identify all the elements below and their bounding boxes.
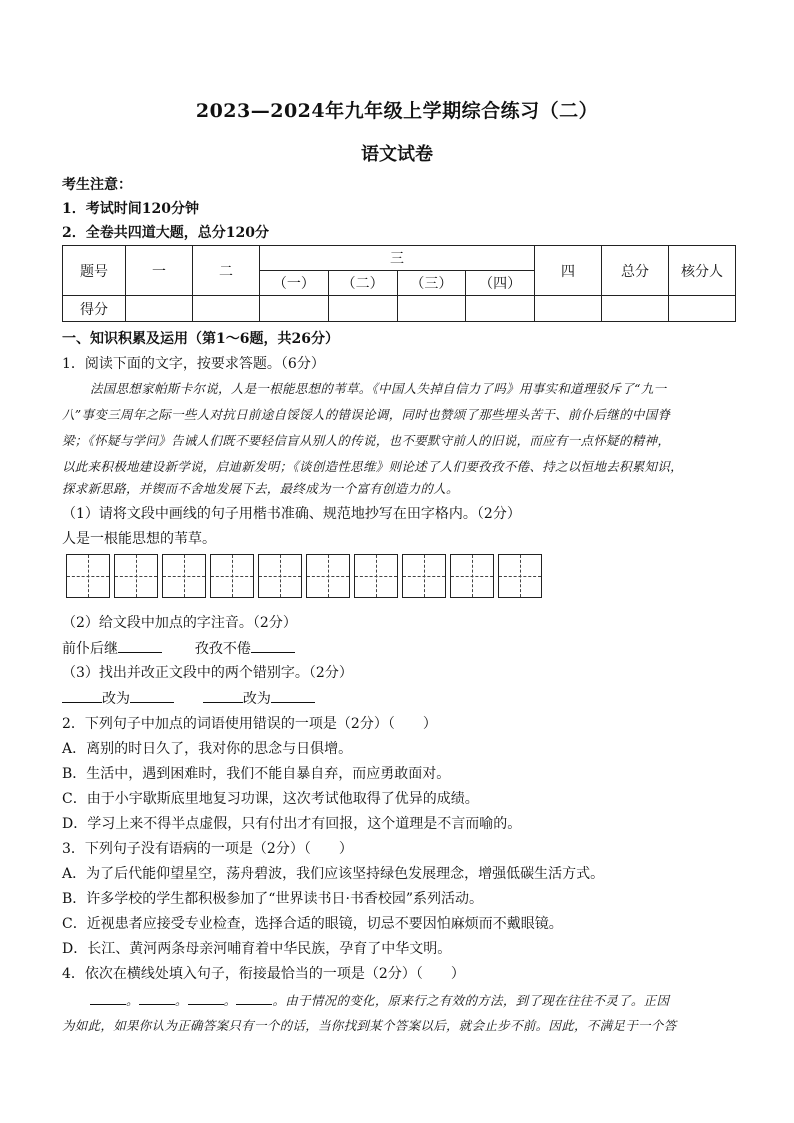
q3-option-c[interactable]: C．近视患者应接受专业检查，选择合适的眼镜，切忌不要因怕麻烦而不戴眼镜。 <box>62 916 563 932</box>
score-table-header-label: 题号 <box>63 246 126 296</box>
score-cell[interactable] <box>602 296 669 322</box>
passage-line-1: 法国思想家帕斯卡尔说，人是一根能思想的苇草。《中国人失掉自信力了吗》用事实和道理驳斥了“九一 <box>90 381 667 396</box>
answer-blank[interactable] <box>130 688 174 703</box>
score-table-col-4: 四 <box>535 246 602 296</box>
passage-line-5: 探求新思路，并锲而不舍地发展下去，最终成为一个富有创造力的人。 <box>62 481 459 496</box>
score-table-row-label: 得分 <box>63 296 126 322</box>
score-cell[interactable] <box>535 296 602 322</box>
score-table-col-1: 一 <box>126 246 193 296</box>
tianzige-grid[interactable] <box>66 554 542 598</box>
passage-line-2: 八”事变三周年之际一些人对抗日前途自馁馁人的错误论调，同时也赞颂了那些埋头苦干、前仆后继的中国脊 <box>62 407 671 422</box>
q3-stem: 3．下列句子没有语病的一项是（2分）（ ） <box>62 841 353 857</box>
answer-blank[interactable] <box>90 990 126 1005</box>
score-table-col-checker: 核分人 <box>669 246 736 296</box>
score-cell[interactable] <box>328 296 397 322</box>
tianzige-cell[interactable] <box>258 554 302 598</box>
answer-blank[interactable] <box>188 990 224 1005</box>
score-cell[interactable] <box>193 296 260 322</box>
passage-line-4: 以此来积极地建设新学说，启迪新发明；《谈创造性思维》则论述了人们要孜孜不倦、持之以恒地去积累知识， <box>62 459 683 474</box>
answer-blank[interactable] <box>203 688 243 703</box>
score-table-sub-3: （三） <box>397 271 466 296</box>
page-title: 2023—2024年九年级上学期综合练习（二） <box>195 100 599 122</box>
q4-passage-line-1: 。 。 。 。由于情况的变化，原来行之有效的方法，到了现在往往不灵了。正因 <box>90 990 669 1009</box>
score-cell[interactable] <box>466 296 535 322</box>
q3-option-a[interactable]: A．为了后代能仰望星空，荡舟碧波，我们应该坚持绿色发展理念，增强低碳生活方式。 <box>62 866 605 882</box>
score-table-col-2: 二 <box>193 246 260 296</box>
q1-sub2-answers <box>62 638 295 658</box>
score-table-col-total: 总分 <box>602 246 669 296</box>
passage-line-3: 梁；《怀疑与学问》告诫人们既不要轻信盲从别人的传说，也不要默守前人的旧说，而应有一点怀疑的精神， <box>62 433 671 448</box>
answer-blank[interactable] <box>271 688 315 703</box>
q1-sub2: （2）给文段中加点的字注音。（2分） <box>62 615 297 631</box>
q1-sub3-answers <box>62 688 315 708</box>
tianzige-cell[interactable] <box>450 554 494 598</box>
score-table <box>62 245 736 322</box>
tianzige-cell[interactable] <box>162 554 206 598</box>
q4-passage-text: 由于情况的变化，原来行之有效的方法，到了现在往往不灵了。正因 <box>285 993 670 1008</box>
q3-option-d[interactable]: D．长江、黄河两条母亲河哺育着中华民族，孕育了中华文明。 <box>62 941 452 957</box>
tianzige-cell[interactable] <box>114 554 158 598</box>
q1-sub2-word-1: 前仆后继 <box>62 641 118 657</box>
score-table-sub-2: （二） <box>328 271 397 296</box>
q2-option-b[interactable]: B．生活中，遇到困难时，我们不能自暴自弃，而应勇敢面对。 <box>62 766 451 782</box>
tianzige-cell[interactable] <box>402 554 446 598</box>
score-cell[interactable] <box>397 296 466 322</box>
tianzige-cell[interactable] <box>354 554 398 598</box>
tianzige-cell[interactable] <box>66 554 110 598</box>
score-table-sub-1: （一） <box>260 271 329 296</box>
q2-option-c[interactable]: C．由于小宇歇斯底里地复习功课，这次考试他取得了优异的成绩。 <box>62 791 479 807</box>
q1-sub1-sentence: 人是一根能思想的苇草。 <box>62 531 216 547</box>
q3-option-b[interactable]: B．许多学校的学生都积极参加了“世界读书日·书香校园”系列活动。 <box>62 891 484 907</box>
q4-passage-line-2: 为如此，如果你认为正确答案只有一个的话，当你找到某个答案以后，就会止步不前。因此，不满足于一个答 <box>62 1018 677 1033</box>
notice-item-2: 2．全卷共四道大题，总分120分 <box>62 225 269 241</box>
score-table-sub-4: （四） <box>466 271 535 296</box>
q1-sub2-word-2: 孜孜不倦 <box>194 641 251 657</box>
score-cell[interactable] <box>260 296 329 322</box>
change-label: 改为 <box>242 691 271 707</box>
q1-sub3: （3）找出并改正文段中的两个错别字。（2分） <box>62 665 353 681</box>
notice-item-1: 1．考试时间120分钟 <box>62 201 199 217</box>
q2-stem: 2．下列句子中加点的词语使用错误的一项是（2分）（ ） <box>62 716 437 732</box>
tianzige-cell[interactable] <box>210 554 254 598</box>
score-cell[interactable] <box>126 296 193 322</box>
score-table-col-3: 三 <box>260 246 535 271</box>
answer-blank[interactable] <box>251 638 295 653</box>
score-cell[interactable] <box>669 296 736 322</box>
q1-stem: 1．阅读下面的文字，按要求答题。（6分） <box>62 356 325 372</box>
section-heading: 一、知识积累及运用（第1～6题，共26分） <box>62 331 339 347</box>
q2-option-d[interactable]: D．学习上来不得半点虚假，只有付出才有回报，这个道理是不言而喻的。 <box>62 816 522 832</box>
page-subtitle: 语文试卷 <box>361 144 433 165</box>
answer-blank[interactable] <box>236 990 272 1005</box>
tianzige-cell[interactable] <box>306 554 350 598</box>
answer-blank[interactable] <box>139 990 175 1005</box>
change-label: 改为 <box>102 691 130 707</box>
q2-option-a[interactable]: A．离别的时日久了，我对你的思念与日俱增。 <box>62 741 353 757</box>
notice-heading: 考生注意： <box>62 177 132 193</box>
tianzige-cell[interactable] <box>498 554 542 598</box>
q4-stem: 4．依次在横线处填入句子，衔接最恰当的一项是（2分）（ ） <box>62 966 465 982</box>
q1-sub1: （1）请将文段中画线的句子用楷书准确、规范地抄写在田字格内。（2分） <box>62 506 521 522</box>
answer-blank[interactable] <box>118 638 162 653</box>
answer-blank[interactable] <box>62 688 102 703</box>
